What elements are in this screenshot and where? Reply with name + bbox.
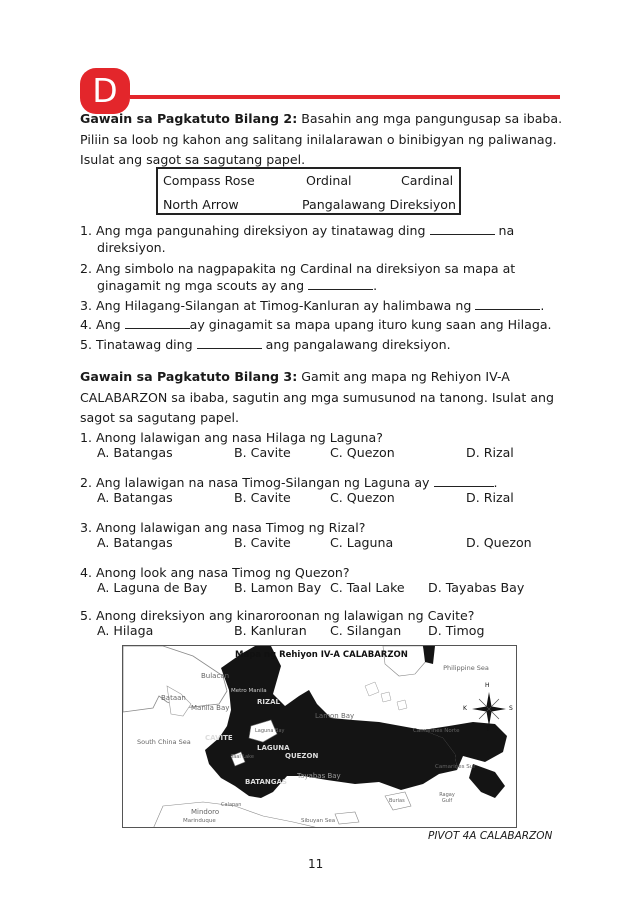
item-4-text-end: ay ginagamit sa mapa upang ituro kung saan ang Hilaga. (189, 317, 552, 332)
gawain2-intro-line3: Isulat ang sagot sa sagutang papel. (80, 152, 306, 167)
compass-w-label: K (463, 705, 467, 712)
gawain3-intro-line3: sagot sa sagutang papel. (80, 410, 240, 425)
gawain3-intro-text: Gamit ang mapa ng Rehiyon IV-A (297, 369, 510, 384)
option-d: D. Tayabas Bay (428, 580, 525, 595)
label-marinduque: Marinduque (183, 818, 216, 824)
option-a: A. Batangas (97, 535, 173, 550)
label-bulacan: Bulacan (201, 672, 230, 680)
option-d: D. Rizal (466, 490, 514, 505)
question-5-options (0, 623, 638, 642)
label-taal-lake: Taal Lake (231, 754, 254, 760)
answer-blank (434, 473, 494, 487)
label-bataan: Bataan (161, 694, 186, 702)
item-5-text: 5. Tinatawag ding (80, 337, 197, 352)
word-choice-box (156, 167, 461, 215)
option-d: D. Rizal (466, 445, 514, 460)
item-5 (80, 335, 451, 354)
answer-blank (308, 276, 373, 290)
gawain3-intro-line2: CALABARZON sa ibaba, sagutin ang mga sumusunod na tanong. Isulat ang (80, 390, 555, 405)
item-1-cont: direksiyon. (97, 240, 166, 255)
item-5-text-end: ang pangalawang direksiyon. (261, 337, 451, 352)
option-b: B. Cavite (234, 445, 291, 460)
option-a: A. Batangas (97, 490, 173, 505)
gawain2-intro-line2: Piliin sa loob ng kahon ang salitang inilalarawan o binibigyan ng paliwanag. (80, 132, 557, 147)
label-camarines-norte: Camarines Norte (413, 728, 460, 734)
compass-rose (472, 692, 506, 726)
item-2-cont (97, 276, 377, 295)
page-number: 11 (308, 857, 324, 871)
compass-e-label: S (509, 705, 513, 712)
item-1-text-end: na (494, 223, 515, 238)
label-camarines-sur: Camarines Sur (435, 764, 476, 770)
option-b: B. Kanluran (234, 623, 307, 638)
option-c: C. Quezon (330, 490, 395, 505)
option-b: B. Lamon Bay (234, 580, 322, 595)
answer-blank (125, 315, 190, 329)
label-laguna-bay: Laguna Bay (255, 728, 285, 734)
option-c: C. Silangan (330, 623, 402, 638)
option-c: C. Taal Lake (330, 580, 405, 595)
choice-north-arrow: North Arrow (163, 197, 239, 212)
question-3: 3. Anong lalawigan ang nasa Timog ng Rizal? (80, 520, 366, 535)
option-a: A. Batangas (97, 445, 173, 460)
item-2: 2. Ang simbolo na nagpapakita ng Cardinal na direksiyon sa mapa at (80, 261, 516, 276)
item-4 (80, 315, 552, 334)
item-1-text: 1. Ang mga pangunahing direksiyon ay tinatawag ding (80, 223, 430, 238)
label-manila-bay: Manila Bay (191, 704, 230, 712)
choice-compass-rose: Compass Rose (163, 173, 255, 188)
label-rizal: RIZAL (257, 698, 280, 706)
compass-n-label: H (485, 682, 490, 689)
label-lamon-bay: Lamon Bay (315, 712, 355, 720)
option-c: C. Laguna (330, 535, 394, 550)
item-3-text-end: . (540, 298, 545, 313)
label-laguna: LAGUNA (257, 744, 290, 752)
answer-blank (430, 221, 495, 235)
question-1-options (0, 445, 638, 464)
question-2-text: 2. Ang lalawigan na nasa Timog-Silangan ng Laguna ay (80, 475, 434, 490)
gawain3-intro-line1 (80, 367, 510, 386)
option-a: A. Laguna de Bay (97, 580, 208, 595)
footer-source: PIVOT 4A CALABARZON (428, 830, 553, 842)
label-cavite: CAVITE (205, 734, 233, 742)
compass-s-label: T (486, 726, 490, 733)
choice-cardinal: Cardinal (401, 173, 454, 188)
option-b: B. Cavite (234, 535, 291, 550)
question-4-options (0, 580, 638, 599)
calabarzon-map (122, 645, 517, 828)
option-d: D. Timog (428, 623, 485, 638)
gawain2-title: Gawain sa Pagkatuto Bilang 2: (80, 111, 298, 126)
question-4: 4. Anong look ang nasa Timog ng Quezon? (80, 565, 350, 580)
label-sibuyan-sea: Sibuyan Sea (301, 818, 336, 824)
gawain2-intro-line1 (80, 109, 562, 128)
map-title: Mapa ng Rehiyon IV-A CALABARZON (235, 650, 408, 660)
item-3-text: 3. Ang Hilagang-Silangan at Timog-Kanluran ay halimbawa ng (80, 298, 476, 313)
label-philippine-sea: Philippine Sea (443, 664, 489, 672)
label-burias: Burias (389, 798, 405, 804)
label-south-china-sea: South China Sea (137, 738, 191, 746)
item-3 (80, 296, 544, 315)
question-1: 1. Anong lalawigan ang nasa Hilaga ng Laguna? (80, 430, 383, 445)
item-2-text: ginagamit ng mga scouts ay ang (97, 278, 309, 293)
question-5: 5. Anong direksiyon ang kinaroroonan ng lalawigan ng Cavite? (80, 608, 475, 623)
label-metro-manila: Metro Manila (231, 688, 267, 694)
section-letter-badge: D (80, 68, 130, 114)
label-quezon: QUEZON (285, 752, 319, 760)
option-a: A. Hilaga (97, 623, 154, 638)
choice-pangalawang-direksiyon: Pangalawang Direksiyon (302, 197, 456, 212)
gawain3-title: Gawain sa Pagkatuto Bilang 3: (80, 369, 298, 384)
choice-ordinal: Ordinal (306, 173, 352, 188)
item-4-text: 4. Ang (80, 317, 125, 332)
option-b: B. Cavite (234, 490, 291, 505)
option-c: C. Quezon (330, 445, 395, 460)
answer-blank (475, 296, 540, 310)
item-2-text-end: . (373, 278, 378, 293)
label-calapan: Calapan (221, 802, 242, 808)
answer-blank (197, 335, 262, 349)
gawain2-intro-text: Basahin ang mga pangungusap sa ibaba. (301, 111, 563, 126)
question-3-options (0, 535, 638, 554)
label-mindoro: Mindoro (191, 808, 220, 816)
label-ragay-gulf: Ragay Gulf (439, 792, 455, 804)
label-tayabas-bay: Tayabas Bay (297, 772, 341, 780)
option-d: D. Quezon (466, 535, 532, 550)
question-2-text-end: . (493, 475, 498, 490)
question-2-options (0, 490, 638, 509)
label-batangas: BATANGAS (245, 778, 287, 786)
header-rule (130, 95, 560, 99)
